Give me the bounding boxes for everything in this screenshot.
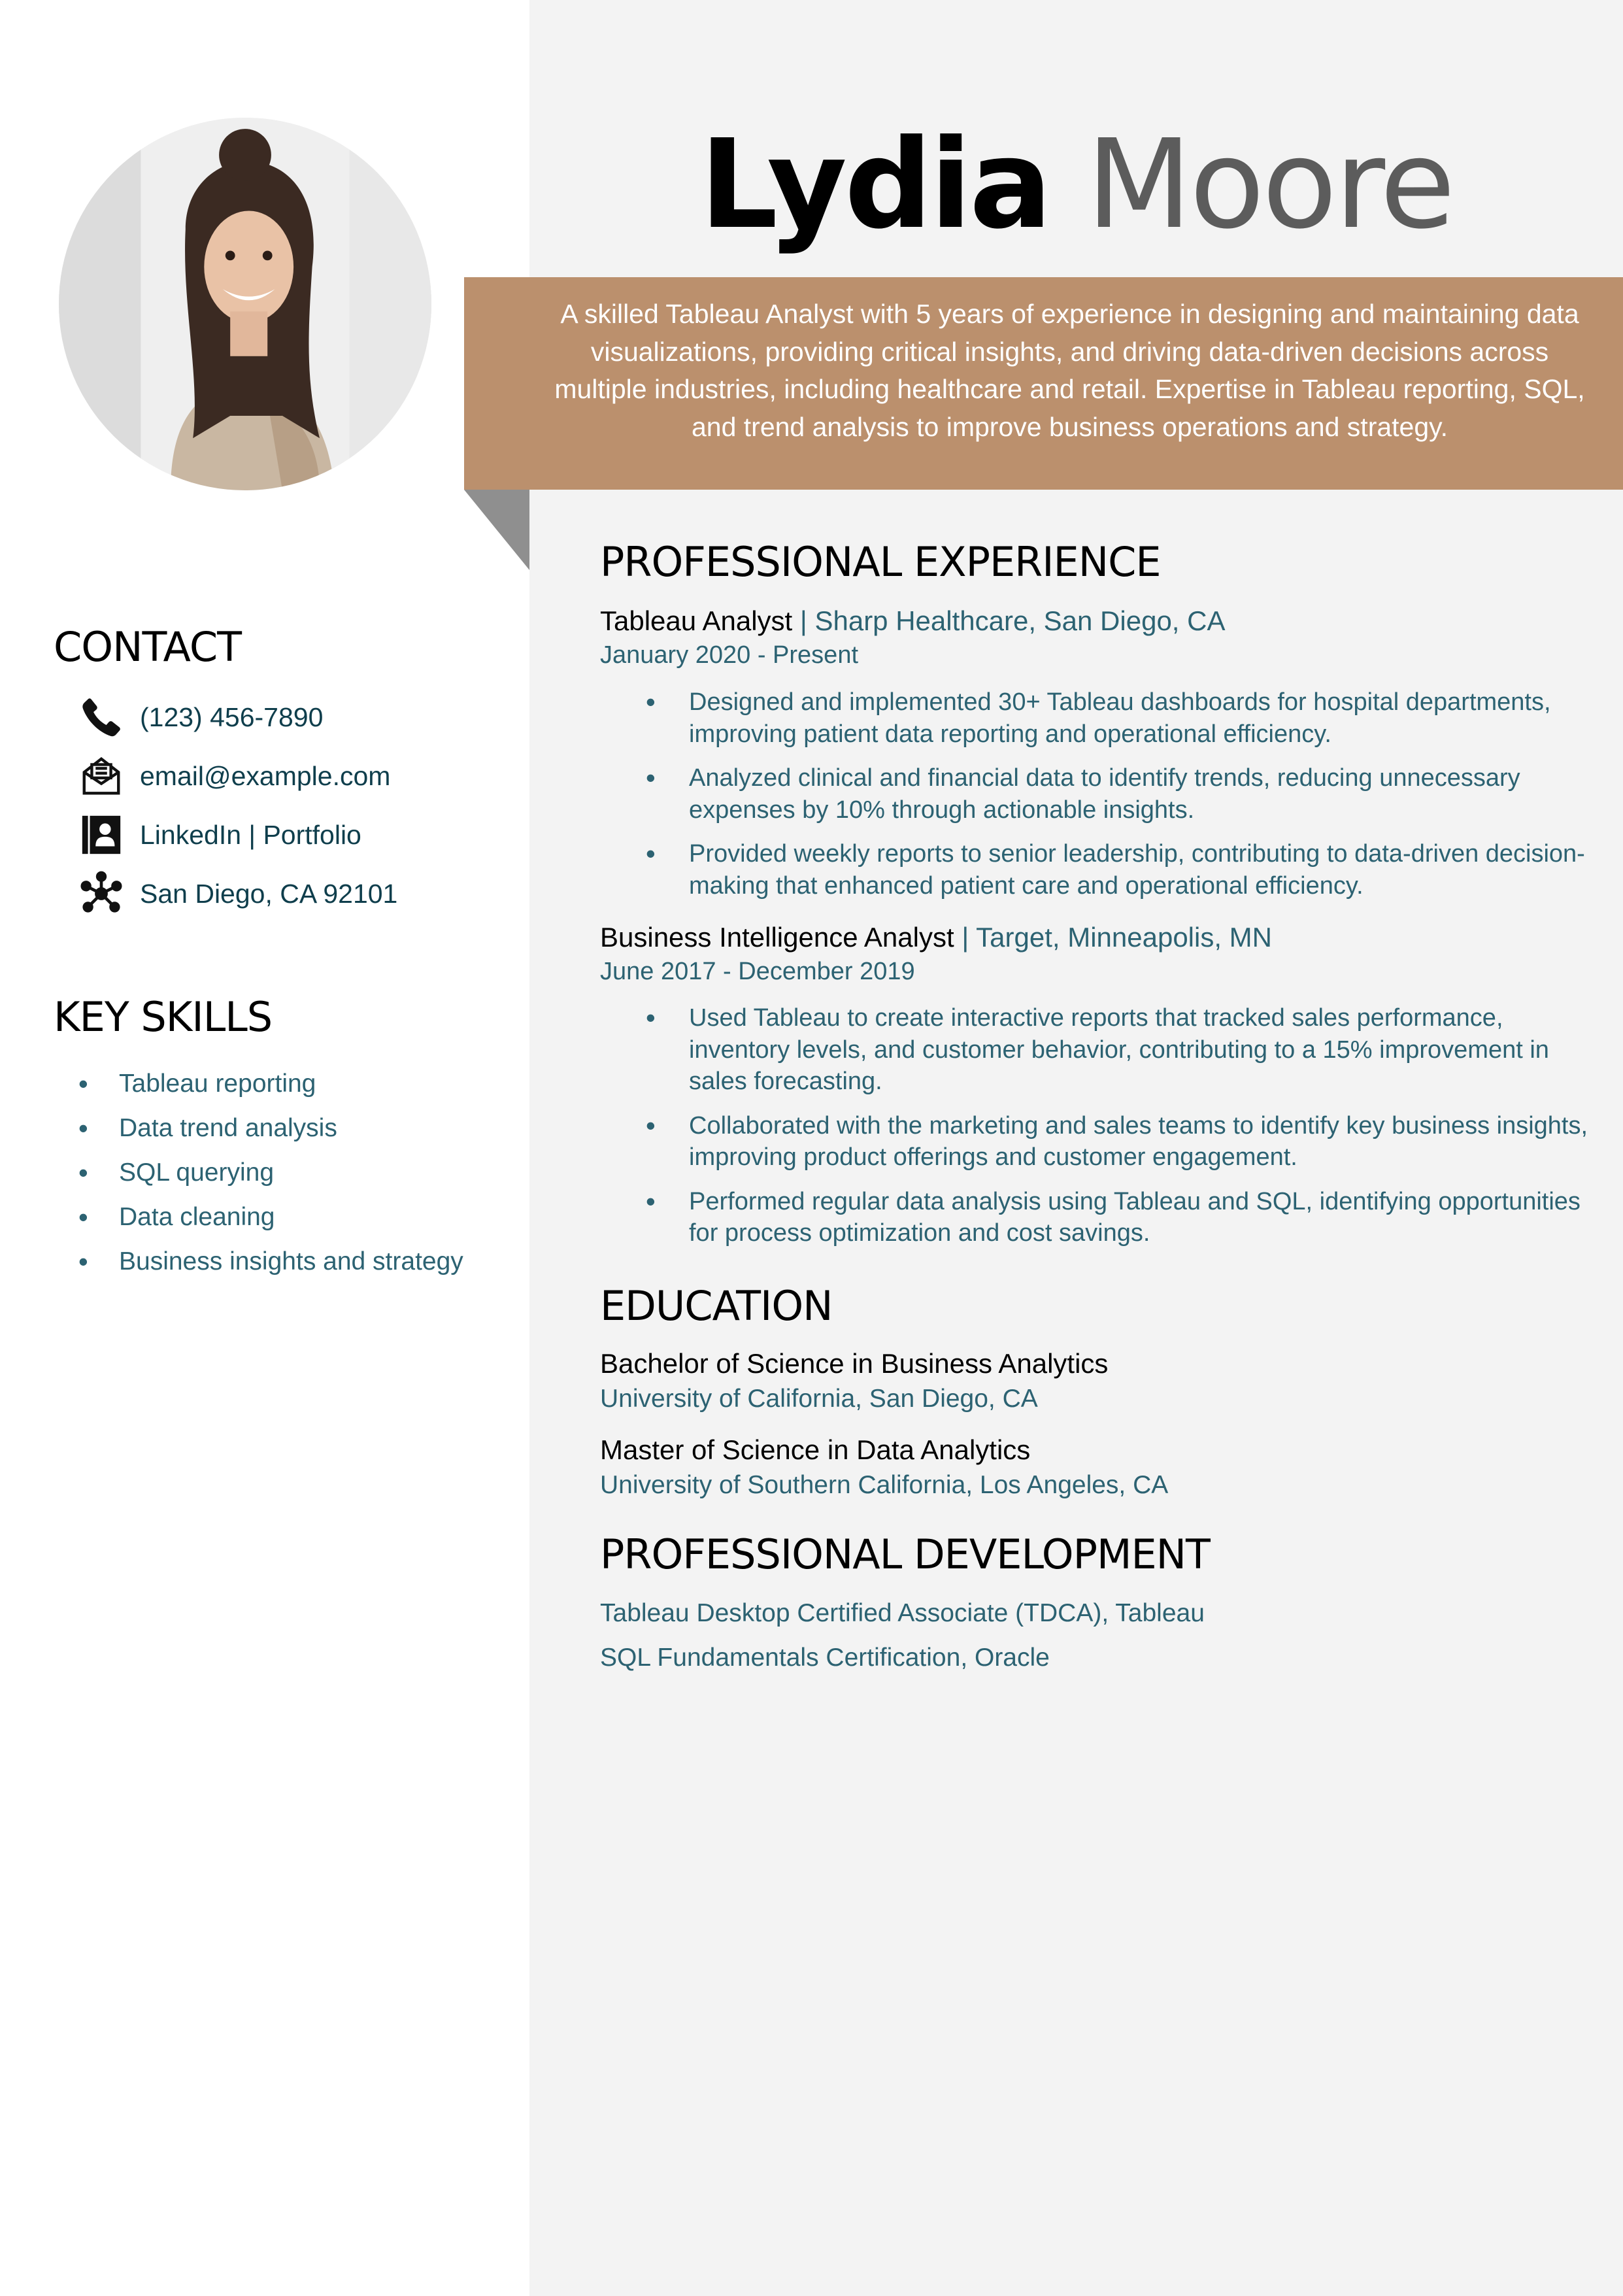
email-address: email@example.com	[140, 760, 391, 791]
contact-links	[78, 805, 523, 864]
education-heading: EDUCATION	[600, 1282, 833, 1330]
summary-text: A skilled Tableau Analyst with 5 years of experience in designing and maintaining data visualizations, providing critical insights, and driving data-driven decisions across multiple industries, including healthcare and retail. Expertise in Tableau reporting, SQL, and trend analysis to improve business operations and strategy.	[554, 299, 1585, 442]
contact-list	[78, 688, 523, 923]
last-name: Moore	[1086, 113, 1453, 256]
skill-item: • Tableau reporting	[78, 1062, 523, 1106]
location-network-icon	[78, 871, 124, 917]
job-title: Business Intelligence Analyst	[600, 922, 954, 953]
job-title-line	[600, 919, 1272, 956]
email-icon	[78, 753, 124, 799]
job-bullet: • Used Tableau to create interactive reports that tracked sales performance, inventory levels, and customer behavior, contributing to a 15% improvement in sales forecasting.	[646, 1002, 1600, 1098]
linkedin-portfolio-link[interactable]: LinkedIn | Portfolio	[140, 819, 361, 850]
banner-fold	[464, 490, 529, 570]
job-bullet-list	[646, 1002, 1600, 1262]
certification-item: SQL Fundamentals Certification, Oracle	[600, 1644, 1050, 1672]
job-title: Tableau Analyst	[600, 605, 793, 636]
skill-item: • Data trend analysis	[78, 1106, 523, 1151]
job-dates: January 2020 - Present	[600, 641, 859, 669]
job-bullet: • Performed regular data analysis using Tableau and SQL, identifying opportunities for process optimization and cost savings.	[646, 1186, 1600, 1249]
job-bullet-list	[646, 686, 1600, 914]
job-bullet: • Collaborated with the marketing and sales teams to identify key business insights, improving product offerings and customer engagement.	[646, 1110, 1600, 1173]
job-title-line	[600, 603, 1225, 639]
job-organization: | Target, Minneapolis, MN	[962, 922, 1273, 953]
school-name: University of California, San Diego, CA	[600, 1385, 1038, 1413]
profile-photo	[59, 118, 431, 490]
location-text: San Diego, CA 92101	[140, 878, 398, 909]
skills-list	[78, 1062, 523, 1284]
contact-heading: CONTACT	[54, 623, 242, 671]
degree-title: Bachelor of Science in Business Analytics	[600, 1348, 1109, 1379]
school-name: University of Southern California, Los Angeles, CA	[600, 1471, 1169, 1499]
skills-heading: KEY SKILLS	[54, 993, 273, 1041]
contact-card-icon	[78, 812, 124, 858]
contact-email	[78, 747, 523, 805]
job-bullet: • Analyzed clinical and financial data to identify trends, reducing unnecessary expenses by 10% through actionable insights.	[646, 762, 1600, 826]
skill-item: • Business insights and strategy	[78, 1240, 523, 1284]
skill-item: • Data cleaning	[78, 1195, 523, 1240]
job-organization: | Sharp Healthcare, San Diego, CA	[799, 605, 1226, 636]
job-dates: June 2017 - December 2019	[600, 958, 915, 985]
first-name: Lydia	[699, 113, 1050, 256]
candidate-name	[529, 110, 1623, 260]
certification-item: Tableau Desktop Certified Associate (TDCA), Tableau	[600, 1599, 1205, 1627]
degree-title: Master of Science in Data Analytics	[600, 1434, 1031, 1465]
job-bullet: • Provided weekly reports to senior leadership, contributing to data-driven decision-making that enhanced patient care and operational efficiency.	[646, 838, 1600, 902]
experience-heading: PROFESSIONAL EXPERIENCE	[600, 538, 1161, 586]
phone-number: (123) 456-7890	[140, 701, 324, 732]
contact-phone	[78, 688, 523, 747]
skill-item: • SQL querying	[78, 1151, 523, 1195]
phone-icon	[78, 694, 124, 740]
job-bullet: • Designed and implemented 30+ Tableau dashboards for hospital departments, improving patient data reporting and operational efficiency.	[646, 686, 1600, 750]
contact-location	[78, 864, 523, 923]
development-heading: PROFESSIONAL DEVELOPMENT	[600, 1530, 1210, 1578]
